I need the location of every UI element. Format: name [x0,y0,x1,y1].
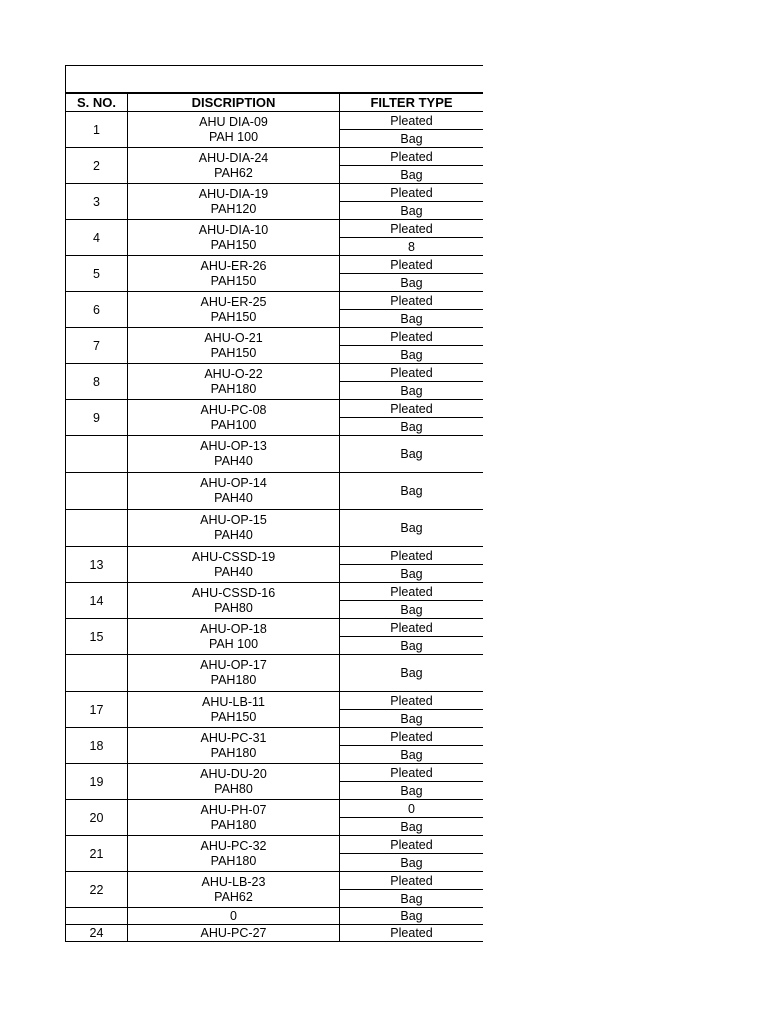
sno-cell [66,655,128,692]
filter-type-cell: Pleated [340,619,484,637]
description-cell [128,473,340,510]
table-row [66,872,484,890]
filter-type-cell: Pleated [340,220,484,238]
description-line: AHU-OP-13 [200,439,267,453]
filter-type-cell: Bag [340,655,484,692]
table-row [66,547,484,565]
description-cell [128,364,340,400]
table-row [66,800,484,818]
table-row [66,364,484,382]
filter-type-cell: Bag [340,890,484,908]
sno-cell: 9 [66,400,128,436]
filter-type-cell: Bag [340,818,484,836]
filter-type-cell: Bag [340,601,484,619]
description-cell [128,925,340,942]
table-row [66,292,484,310]
sno-cell: 20 [66,800,128,836]
sno-cell: 2 [66,148,128,184]
filter-type-cell: Bag [340,565,484,583]
description-line: AHU-LB-11 [202,694,265,709]
table-body [66,112,484,942]
filter-type-cell: Bag [340,908,484,925]
description-line: PAH180 [210,381,257,396]
sno-cell: 13 [66,547,128,583]
description-cell [128,112,340,148]
sno-cell: 17 [66,692,128,728]
sno-cell: 7 [66,328,128,364]
description-line: PAH150 [210,237,257,252]
description-line: PAH150 [210,709,257,724]
description-line: PAH180 [210,745,257,760]
filter-type-cell: 8 [340,238,484,256]
description-line: AHU-DIA-10 [198,222,269,237]
header-filter-type: FILTER TYPE [340,94,484,112]
description-line: AHU-LB-23 [201,874,266,889]
table-row [66,836,484,854]
description-line: AHU-O-22 [204,366,263,381]
sno-cell [66,510,128,547]
header-sno: S. NO. [66,94,128,112]
description-line: AHU-CSSD-19 [191,549,276,564]
filter-type-cell: Bag [340,130,484,148]
description-cell [128,728,340,764]
description-line: AHU-PC-32 [200,838,267,853]
sno-cell [66,436,128,473]
description-cell [128,583,340,619]
description-line: AHU-DIA-19 [198,186,269,201]
filter-type-cell: Bag [340,166,484,184]
filter-type-cell: Bag [340,274,484,292]
table-row [66,184,484,202]
filter-type-cell: Pleated [340,184,484,202]
description-cell [128,292,340,328]
table-row [66,112,484,130]
filter-type-cell: Pleated [340,692,484,710]
description-line: AHU-PC-27 [200,925,267,940]
table-row [66,655,484,692]
description-cell [128,400,340,436]
description-line: PAH80 [214,600,253,615]
description-line: AHU-OP-17 [200,658,267,672]
filter-type-cell: Bag [340,782,484,800]
header-row [66,94,484,112]
table-row [66,436,484,473]
description-line: AHU-PC-08 [200,402,267,417]
description-cell [128,220,340,256]
table-row [66,692,484,710]
filter-type-cell: Pleated [340,764,484,782]
filter-type-cell: Pleated [340,836,484,854]
filter-table [65,93,483,942]
description-cell [128,692,340,728]
filter-type-cell: Pleated [340,400,484,418]
description-line: PAH40 [214,491,253,505]
description-line: PAH62 [214,165,253,180]
table-row [66,583,484,601]
table-row [66,220,484,238]
description-line: AHU-CSSD-16 [191,585,276,600]
filter-type-cell: 0 [340,800,484,818]
filter-type-cell: Bag [340,202,484,220]
description-cell [128,908,340,925]
sno-cell: 14 [66,583,128,619]
filter-type-cell: Bag [340,510,484,547]
sno-cell: 5 [66,256,128,292]
description-line: AHU-OP-14 [200,476,267,490]
sno-cell: 4 [66,220,128,256]
description-cell [128,148,340,184]
description-line: AHU-OP-18 [200,621,267,636]
sno-cell [66,908,128,925]
sno-cell: 8 [66,364,128,400]
filter-type-cell: Bag [340,436,484,473]
filter-type-cell: Pleated [340,872,484,890]
description-cell [128,619,340,655]
description-line: PAH62 [214,889,253,904]
description-line: PAH 100 [208,129,259,144]
filter-type-cell: Pleated [340,925,484,942]
filter-type-cell: Pleated [340,112,484,130]
filter-type-cell: Pleated [340,364,484,382]
table-row [66,510,484,547]
filter-type-cell: Bag [340,710,484,728]
filter-type-cell: Bag [340,473,484,510]
filter-type-cell: Pleated [340,328,484,346]
description-cell [128,436,340,473]
description-cell [128,655,340,692]
description-line: AHU-PC-31 [200,730,267,745]
description-line: AHU-O-21 [204,330,263,345]
filter-type-cell: Bag [340,746,484,764]
filter-type-cell: Bag [340,637,484,655]
description-line: AHU-PH-07 [200,802,267,817]
table-row [66,619,484,637]
filter-type-cell: Pleated [340,292,484,310]
description-line: PAH40 [214,528,253,542]
table-row [66,925,484,942]
description-line: PAH 100 [208,636,259,651]
table-row [66,728,484,746]
table-row [66,256,484,274]
description-line: PAH180 [210,853,257,868]
filter-type-cell: Pleated [340,728,484,746]
description-line: 0 [230,908,237,923]
sno-cell: 22 [66,872,128,908]
filter-type-cell: Pleated [340,583,484,601]
description-line: AHU-ER-26 [200,258,267,273]
filter-type-cell: Bag [340,310,484,328]
filter-type-cell: Pleated [340,547,484,565]
sno-cell: 15 [66,619,128,655]
spreadsheet-sheet [65,65,483,957]
sno-cell: 21 [66,836,128,872]
description-line: PAH120 [210,201,257,216]
description-line: AHU-OP-15 [200,513,267,527]
sno-cell [66,473,128,510]
description-line: PAH100 [210,417,257,432]
sno-cell: 6 [66,292,128,328]
description-cell [128,872,340,908]
description-line: AHU-DU-20 [200,766,267,781]
description-cell [128,836,340,872]
table-row [66,764,484,782]
description-line: AHU-DIA-24 [198,150,269,165]
description-line: AHU-ER-25 [200,294,267,309]
sno-cell: 24 [66,925,128,942]
filter-type-cell: Pleated [340,148,484,166]
title-row [65,65,483,93]
description-cell [128,328,340,364]
description-cell [128,547,340,583]
description-cell [128,184,340,220]
sno-cell: 19 [66,764,128,800]
description-cell [128,510,340,547]
description-line: PAH150 [210,345,257,360]
description-cell [128,256,340,292]
table-row [66,908,484,925]
table-row [66,148,484,166]
filter-type-cell: Bag [340,346,484,364]
filter-type-cell: Bag [340,418,484,436]
table-row [66,473,484,510]
table-row [66,400,484,418]
description-line: AHU DIA-09 [199,114,268,129]
filter-type-cell: Bag [340,854,484,872]
filter-type-cell: Bag [340,382,484,400]
sno-cell: 18 [66,728,128,764]
description-line: PAH180 [210,673,257,687]
sno-cell: 3 [66,184,128,220]
description-line: PAH40 [214,454,253,468]
description-line: PAH180 [210,817,257,832]
description-line: PAH80 [214,781,253,796]
header-description: DISCRIPTION [128,94,340,112]
table-row [66,328,484,346]
sno-cell: 1 [66,112,128,148]
description-line: PAH150 [210,309,257,324]
description-cell [128,800,340,836]
description-cell [128,764,340,800]
description-line: PAH40 [214,564,253,579]
filter-type-cell: Pleated [340,256,484,274]
description-line: PAH150 [210,273,257,288]
